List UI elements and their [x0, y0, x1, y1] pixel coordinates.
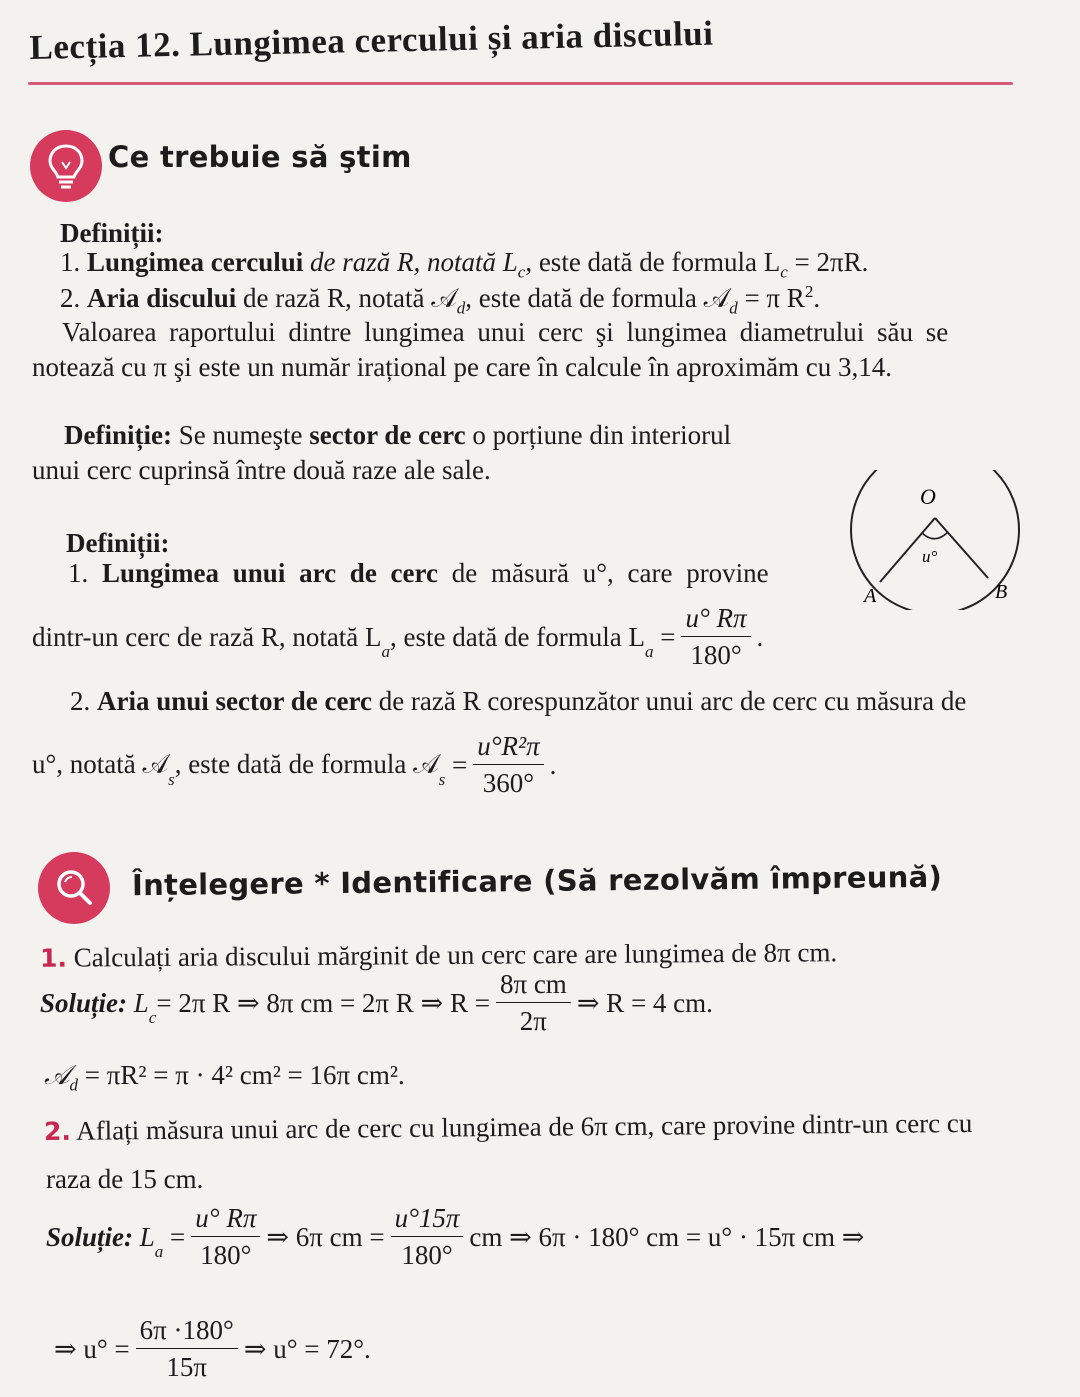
subscript: d: [729, 298, 738, 318]
exercise-1-solution: [40, 970, 713, 1036]
fraction-denominator: 2π: [519, 1005, 547, 1036]
solution-expression: cm ⇒ 6π · 180° cm = u° · 15π cm ⇒: [469, 1221, 865, 1252]
definitions-label: Definiții:: [60, 218, 164, 248]
definition-text: Se numeşte: [178, 420, 303, 450]
exercise-1-area: [44, 1060, 405, 1095]
exercise-number: 1.: [39, 943, 68, 973]
solution-symbol: L: [139, 1221, 155, 1252]
fraction-denominator: 360°: [482, 767, 535, 798]
radius-fraction: [496, 970, 571, 1036]
sector-figure: [840, 470, 1035, 610]
sector-definition: [64, 420, 731, 451]
definition-text: o porțiune din interiorul: [472, 420, 732, 450]
area-symbol: 𝒜: [44, 1060, 70, 1090]
formula: = π R: [737, 283, 805, 313]
definition-text: de rază R corespunzător unui arc de cerc cu măsura de: [378, 686, 967, 716]
exercise-2-text: [44, 1108, 973, 1147]
subscript: c: [517, 262, 526, 282]
pi-note-line1: Valoarea raportului dintre lungimea unui cerc şi lungimea diametrului său se: [62, 317, 949, 347]
term-disc-area: Aria discului: [87, 283, 237, 313]
fraction-denominator: 15π: [166, 1351, 208, 1382]
definition-arc-length-line2: dintr-un cerc de rază R, notată L $_a$ , este dată de formula L $_a$ = $\frac{u^\circ R\pi}{180^\circ}$ .: [32, 603, 764, 670]
sector-definition-line2: unui cerc cuprinsă între două raze ale sale.: [32, 455, 491, 485]
arc-formula-fraction: [191, 1204, 260, 1270]
solution-expression: ⇒ u° =: [54, 1333, 130, 1364]
final-fraction: [136, 1316, 238, 1382]
fraction-numerator: 8π cm: [496, 970, 571, 1003]
term-arc-length: Lungimea unui arc de cerc: [102, 558, 438, 588]
definition-label: Definiție:: [64, 420, 172, 450]
lesson-title: Lecția 12. Lungimea cercului și aria discului: [29, 13, 714, 68]
exercise-statement: Aflați măsura unui arc de cerc cu lungimea de 6π cm, care provine dintr-un cerc cu: [76, 1107, 973, 1146]
subscript: c: [148, 1008, 157, 1028]
area-computation: = πR² = π · 4² cm² = 16π cm².: [78, 1060, 405, 1090]
subscript: s: [438, 770, 446, 790]
exercise-2-solution: Soluție: L $_a$ = $\frac{u^\circ R\pi}{180^\circ}$ ⇒ 6π cm = $\frac{u^\circ 15\pi}{180^\circ}$ cm ⇒ 6π · 180° cm = u° · 15π cm ⇒: [46, 1203, 865, 1270]
definition-tail: , este dată de formula 𝒜: [174, 749, 439, 780]
exercise-2-text-line2: raza de 15 cm.: [46, 1164, 204, 1194]
item-number: 2.: [70, 686, 91, 716]
fraction-denominator: 180°: [200, 1239, 252, 1270]
fraction-denominator: 180°: [401, 1239, 453, 1270]
definition-circle-length: [60, 247, 868, 282]
subscript: c: [780, 262, 788, 282]
item-number: 2.: [60, 283, 81, 313]
sector-area-fraction: [473, 732, 543, 798]
section-heading-understand: Înțelegere * Identificare (Să rezolvăm împreună): [131, 859, 943, 903]
term-sector-area: Aria unui sector de cerc: [97, 686, 372, 716]
label-o: O: [920, 484, 936, 509]
exercise-2-final: [54, 1316, 371, 1382]
subscript: a: [644, 642, 654, 662]
exercise-1-text: [40, 937, 837, 974]
angle-arc: [922, 532, 948, 539]
formula: = 2πR.: [787, 247, 869, 277]
solution-symbol: L: [133, 987, 149, 1018]
definition-text: dintr-un cerc de rază R, notată L: [32, 621, 382, 652]
fraction-numerator: u° Rπ: [191, 1204, 260, 1237]
solution-label: Soluție:: [46, 1221, 134, 1252]
definition-tail: , este dată de formula L: [390, 621, 645, 652]
solution-expression: = 2π R ⇒ 8π cm = 2π R ⇒ R =: [156, 987, 490, 1018]
definition-sector-area: [70, 686, 966, 717]
item-number: 1.: [68, 558, 89, 588]
exercise-statement: Calculați aria discului mărginit de un cerc care are lungimea de 8π cm.: [73, 937, 838, 973]
definition-tail: , este dată de formula 𝒜: [465, 283, 730, 313]
exponent: 2: [804, 282, 814, 301]
definition-arc-length: [68, 558, 769, 589]
lightbulb-icon: [30, 130, 102, 202]
subscript: a: [154, 1242, 164, 1262]
term-circle-length: Lungimea cercului: [87, 247, 304, 277]
pi-note-line2: notează cu π şi este un număr irațional pe care în calcule în aproximăm cu 3,14.: [32, 352, 893, 382]
label-a: A: [864, 585, 877, 607]
solution-result: ⇒ u° = 72°.: [243, 1333, 371, 1364]
fraction-numerator: u° Rπ: [681, 604, 750, 637]
definition-sector-area-line2: u°, notată 𝒜 $_s$ , este dată de formula 𝒜 $_s$ = $\frac{\text{u°R²π}}{360^\circ}$ .: [32, 731, 557, 798]
subscript: d: [69, 1075, 79, 1095]
subscript: s: [168, 770, 175, 790]
fraction-numerator: u°15π: [391, 1204, 464, 1237]
fraction-numerator: u°R²π: [473, 732, 543, 765]
definition-disc-area: 2. Aria discului de rază R, notată 𝒜$_d$, este dată de formula 𝒜$_d$ = π $R^2$.: [60, 282, 821, 318]
definition-text: de rază R, notată L: [310, 247, 518, 277]
definition-text: de măsură u°, care provine: [451, 558, 769, 588]
section-heading-know: Ce trebuie să ştim: [108, 140, 412, 174]
solution-label: Soluție:: [40, 987, 128, 1018]
definition-tail: , este dată de formula L: [525, 247, 781, 277]
solution-result: ⇒ R = 4 cm.: [576, 987, 713, 1018]
exercise-number: 2.: [43, 1116, 72, 1147]
label-b: B: [995, 581, 1008, 603]
radius-ob: [935, 518, 988, 578]
subscript: d: [456, 298, 466, 318]
definition-text: u°, notată 𝒜: [32, 749, 169, 780]
solution-expression: ⇒ 6π cm =: [266, 1221, 385, 1252]
item-number: 1.: [60, 247, 81, 277]
fraction-numerator: 6π ·180°: [136, 1316, 238, 1349]
magnifier-icon: [38, 852, 110, 924]
title-divider: [28, 82, 1013, 85]
term-sector: sector de cerc: [309, 420, 466, 450]
fraction-denominator: 180°: [690, 639, 742, 670]
definitions-label-2: Definiții:: [66, 528, 170, 558]
substituted-fraction: [391, 1204, 464, 1270]
label-angle: u°: [922, 547, 938, 566]
subscript: a: [381, 642, 391, 662]
definition-text: de rază R, notată 𝒜: [243, 283, 457, 313]
arc-length-fraction: [681, 604, 750, 670]
